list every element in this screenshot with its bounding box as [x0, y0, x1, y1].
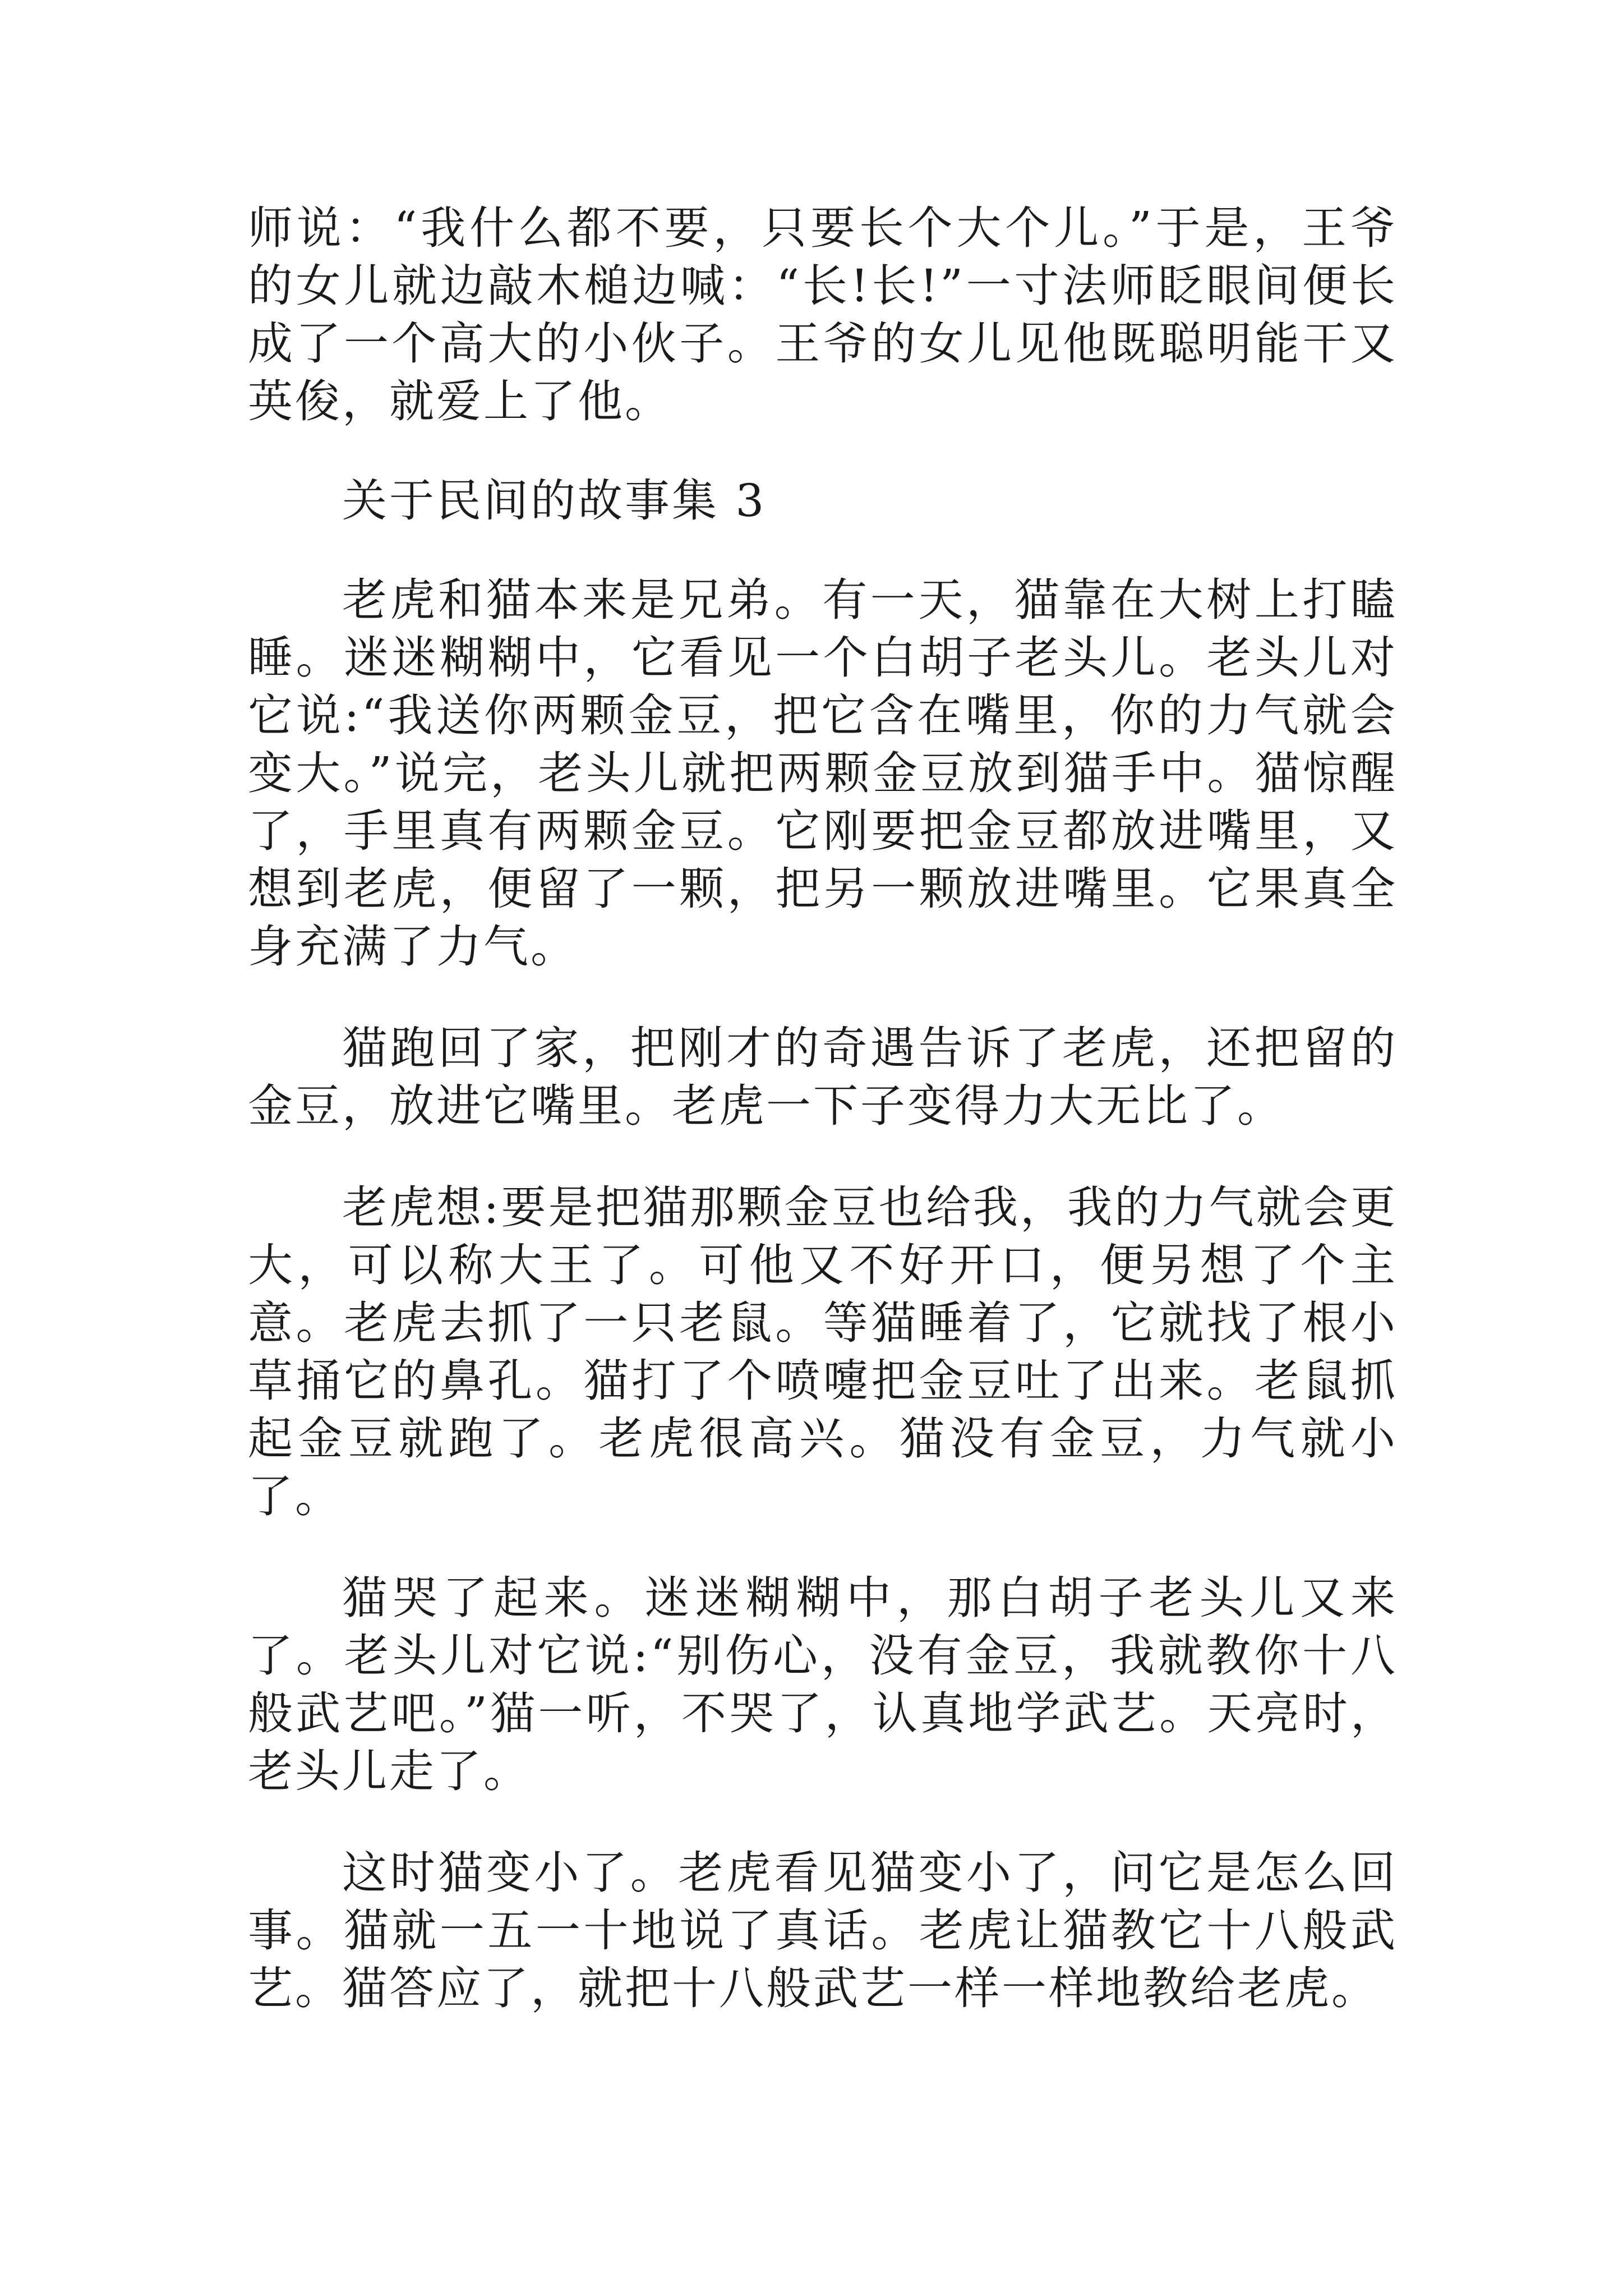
- paragraph: 猫跑回了家，把刚才的奇遇告诉了老虎，还把留的金豆，放进它嘴里。老虎一下子变得力大无比了。: [248, 1022, 1398, 1132]
- section-heading: 关于民间的故事集 3: [342, 475, 767, 527]
- document-body: [248, 199, 1398, 2061]
- paragraph: 老虎想:要是把猫那颗金豆也给我，我的力气就会更大，可以称大王了。可他又不好开口，便另想了个主意。老虎去抓了一只老鼠。等猫睡着了，它就找了根小草捅它的鼻孔。猫打了个喷嚏把金豆吐了出来。老鼠抓起金豆就跑了。老虎很高兴。猫没有金豆，力气就小了。: [248, 1181, 1398, 1522]
- paragraph-continuation: 师说：“我什么都不要，只要长个大个儿。”于是，王爷的女儿就边敲木槌边喊：“长!长!”一寸法师眨眼间便长成了一个高大的小伙子。王爷的女儿见他既聪明能干又英俊，就爱上了他。: [248, 202, 1398, 427]
- paragraph: 老虎和猫本来是兄弟。有一天，猫靠在大树上打瞌睡。迷迷糊糊中，它看见一个白胡子老头儿。老头儿对它说:“我送你两颗金豆，把它含在嘴里，你的力气就会变大。”说完，老头儿就把两颗金豆放到猫手中。猫惊醒了，手里真有两颗金豆。它刚要把金豆都放进嘴里，又想到老虎，便留了一颗，把另一颗放进嘴里。它果真全身充满了力气。: [248, 574, 1398, 973]
- paragraph: 猫哭了起来。迷迷糊糊中，那白胡子老头儿又来了。老头儿对它说:“别伤心，没有金豆，我就教你十八般武艺吧。”猫一听，不哭了，认真地学武艺。天亮时，老头儿走了。: [248, 1572, 1398, 1797]
- paragraph: 这时猫变小了。老虎看见猫变小了，问它是怎么回事。猫就一五一十地说了真话。老虎让猫教它十八般武艺。猫答应了，就把十八般武艺一样一样地教给老虎。: [248, 1847, 1398, 2014]
